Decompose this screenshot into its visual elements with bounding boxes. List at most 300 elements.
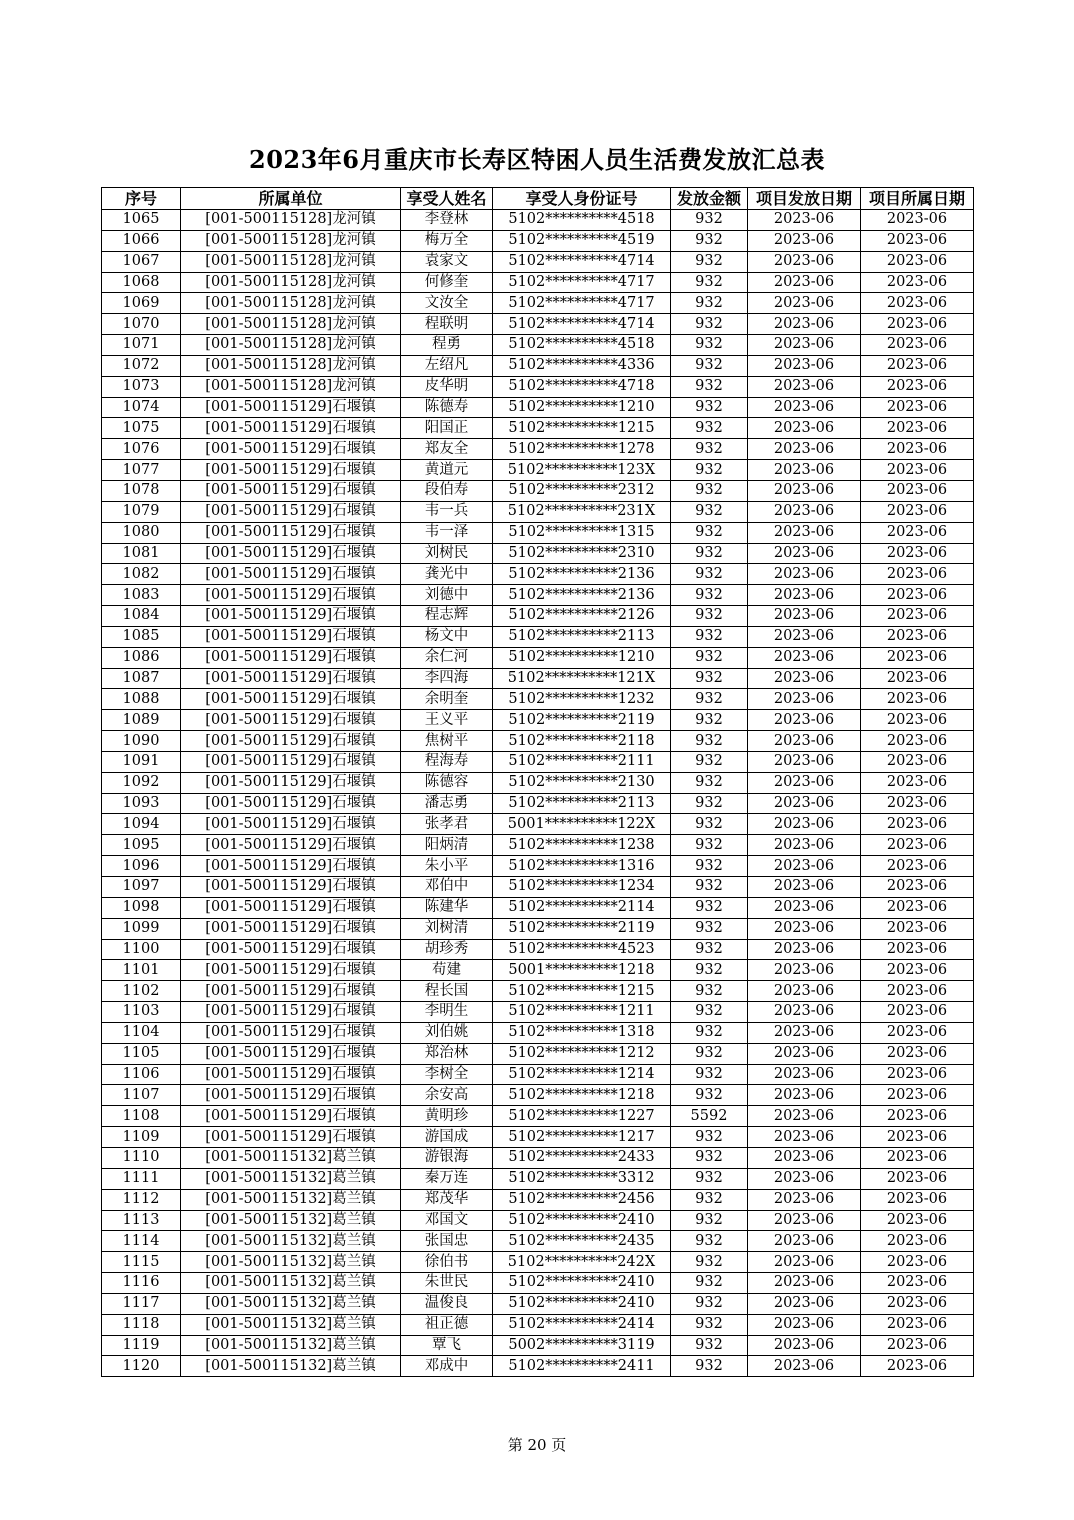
unit-cell: [001-500115132]葛兰镇 [181, 1189, 401, 1210]
name-cell: 朱小平 [401, 856, 493, 877]
table-row [102, 564, 974, 585]
index-cell: 1098 [102, 897, 181, 918]
id-number-cell: 5102**********1212 [493, 1043, 671, 1064]
issue-date-cell: 2023-06 [748, 1043, 861, 1064]
issue-date-cell: 2023-06 [748, 939, 861, 960]
amount-cell: 932 [671, 210, 748, 231]
issue-date-cell: 2023-06 [748, 1022, 861, 1043]
index-cell: 1117 [102, 1293, 181, 1314]
period-date-cell: 2023-06 [861, 355, 974, 376]
table-row [102, 439, 974, 460]
amount-cell: 932 [671, 1252, 748, 1273]
issue-date-cell: 2023-06 [748, 439, 861, 460]
period-date-cell: 2023-06 [861, 647, 974, 668]
index-cell: 1080 [102, 522, 181, 543]
issue-date-cell: 2023-06 [748, 960, 861, 981]
name-cell: 郑友全 [401, 439, 493, 460]
period-date-cell: 2023-06 [861, 1127, 974, 1148]
unit-cell: [001-500115129]石堰镇 [181, 981, 401, 1002]
unit-cell: [001-500115129]石堰镇 [181, 772, 401, 793]
issue-date-cell: 2023-06 [748, 918, 861, 939]
name-cell: 龚光中 [401, 564, 493, 585]
header-index: 序号 [102, 188, 181, 210]
page-number: 第 20 页 [507, 1436, 567, 1454]
period-date-cell: 2023-06 [861, 1210, 974, 1231]
period-date-cell: 2023-06 [861, 376, 974, 397]
period-date-cell: 2023-06 [861, 1064, 974, 1085]
amount-cell: 932 [671, 835, 748, 856]
table-row [102, 835, 974, 856]
unit-cell: [001-500115129]石堰镇 [181, 1002, 401, 1023]
issue-date-cell: 2023-06 [748, 293, 861, 314]
table-row [102, 585, 974, 606]
issue-date-cell: 2023-06 [748, 376, 861, 397]
page-title: 2023年6月重庆市长寿区特困人员生活费发放汇总表 [249, 145, 825, 174]
id-number-cell: 5102**********4519 [493, 230, 671, 251]
id-number-cell: 5102**********2414 [493, 1314, 671, 1335]
table-row [102, 1314, 974, 1335]
name-cell: 程联明 [401, 314, 493, 335]
name-cell: 段伯寿 [401, 480, 493, 501]
table-row [102, 1127, 974, 1148]
amount-cell: 932 [671, 335, 748, 356]
index-cell: 1088 [102, 689, 181, 710]
issue-date-cell: 2023-06 [748, 731, 861, 752]
name-cell: 刘德中 [401, 585, 493, 606]
name-cell: 陈建华 [401, 897, 493, 918]
amount-cell: 932 [671, 710, 748, 731]
id-number-cell: 5102**********2119 [493, 918, 671, 939]
issue-date-cell: 2023-06 [748, 1106, 861, 1127]
unit-cell: [001-500115129]石堰镇 [181, 856, 401, 877]
unit-cell: [001-500115132]葛兰镇 [181, 1356, 401, 1377]
amount-cell: 932 [671, 814, 748, 835]
index-cell: 1114 [102, 1231, 181, 1252]
name-cell: 韦一泽 [401, 522, 493, 543]
index-cell: 1105 [102, 1043, 181, 1064]
issue-date-cell: 2023-06 [748, 835, 861, 856]
amount-cell: 932 [671, 251, 748, 272]
issue-date-cell: 2023-06 [748, 230, 861, 251]
name-cell: 程长国 [401, 981, 493, 1002]
unit-cell: [001-500115129]石堰镇 [181, 877, 401, 898]
table-row [102, 772, 974, 793]
name-cell: 何修奎 [401, 272, 493, 293]
index-cell: 1092 [102, 772, 181, 793]
index-cell: 1101 [102, 960, 181, 981]
table-row [102, 397, 974, 418]
unit-cell: [001-500115129]石堰镇 [181, 439, 401, 460]
name-cell: 阳国正 [401, 418, 493, 439]
unit-cell: [001-500115132]葛兰镇 [181, 1147, 401, 1168]
period-date-cell: 2023-06 [861, 1022, 974, 1043]
period-date-cell: 2023-06 [861, 1356, 974, 1377]
issue-date-cell: 2023-06 [748, 585, 861, 606]
table-row [102, 897, 974, 918]
name-cell: 余安高 [401, 1085, 493, 1106]
amount-cell: 932 [671, 647, 748, 668]
index-cell: 1066 [102, 230, 181, 251]
unit-cell: [001-500115129]石堰镇 [181, 564, 401, 585]
name-cell: 梅万全 [401, 230, 493, 251]
unit-cell: [001-500115129]石堰镇 [181, 418, 401, 439]
name-cell: 覃飞 [401, 1335, 493, 1356]
amount-cell: 932 [671, 460, 748, 481]
table-row [102, 418, 974, 439]
amount-cell: 932 [671, 1189, 748, 1210]
table-row [102, 877, 974, 898]
id-number-cell: 5102**********4714 [493, 251, 671, 272]
index-cell: 1078 [102, 480, 181, 501]
index-cell: 1069 [102, 293, 181, 314]
table-row [102, 1043, 974, 1064]
table-header-row [102, 188, 974, 210]
table-row [102, 293, 974, 314]
amount-cell: 932 [671, 877, 748, 898]
period-date-cell: 2023-06 [861, 1002, 974, 1023]
unit-cell: [001-500115128]龙河镇 [181, 210, 401, 231]
name-cell: 秦万连 [401, 1168, 493, 1189]
period-date-cell: 2023-06 [861, 439, 974, 460]
amount-cell: 932 [671, 960, 748, 981]
id-number-cell: 5102**********1215 [493, 418, 671, 439]
index-cell: 1071 [102, 335, 181, 356]
index-cell: 1112 [102, 1189, 181, 1210]
amount-cell: 932 [671, 1335, 748, 1356]
id-number-cell: 5102**********4717 [493, 293, 671, 314]
unit-cell: [001-500115128]龙河镇 [181, 314, 401, 335]
unit-cell: [001-500115129]石堰镇 [181, 939, 401, 960]
issue-date-cell: 2023-06 [748, 897, 861, 918]
index-cell: 1082 [102, 564, 181, 585]
unit-cell: [001-500115129]石堰镇 [181, 1043, 401, 1064]
table-row [102, 460, 974, 481]
id-number-cell: 5102**********1238 [493, 835, 671, 856]
table-row [102, 981, 974, 1002]
amount-cell: 932 [671, 314, 748, 335]
header-issue-date: 项目发放日期 [748, 188, 861, 210]
index-cell: 1076 [102, 439, 181, 460]
period-date-cell: 2023-06 [861, 877, 974, 898]
index-cell: 1120 [102, 1356, 181, 1377]
amount-cell: 932 [671, 230, 748, 251]
table-row [102, 1273, 974, 1294]
issue-date-cell: 2023-06 [748, 1335, 861, 1356]
id-number-cell: 5102**********242X [493, 1252, 671, 1273]
name-cell: 刘伯姚 [401, 1022, 493, 1043]
issue-date-cell: 2023-06 [748, 793, 861, 814]
amount-cell: 932 [671, 856, 748, 877]
issue-date-cell: 2023-06 [748, 418, 861, 439]
table-row [102, 1335, 974, 1356]
unit-cell: [001-500115129]石堰镇 [181, 835, 401, 856]
period-date-cell: 2023-06 [861, 1293, 974, 1314]
index-cell: 1095 [102, 835, 181, 856]
period-date-cell: 2023-06 [861, 626, 974, 647]
issue-date-cell: 2023-06 [748, 251, 861, 272]
name-cell: 李四海 [401, 668, 493, 689]
amount-cell: 932 [671, 689, 748, 710]
id-number-cell: 5002**********3119 [493, 1335, 671, 1356]
index-cell: 1065 [102, 210, 181, 231]
unit-cell: [001-500115129]石堰镇 [181, 543, 401, 564]
name-cell: 韦一兵 [401, 501, 493, 522]
index-cell: 1073 [102, 376, 181, 397]
table-row [102, 960, 974, 981]
issue-date-cell: 2023-06 [748, 606, 861, 627]
amount-cell: 932 [671, 918, 748, 939]
issue-date-cell: 2023-06 [748, 335, 861, 356]
unit-cell: [001-500115129]石堰镇 [181, 1127, 401, 1148]
amount-cell: 932 [671, 501, 748, 522]
unit-cell: [001-500115132]葛兰镇 [181, 1314, 401, 1335]
unit-cell: [001-500115128]龙河镇 [181, 272, 401, 293]
index-cell: 1085 [102, 626, 181, 647]
id-number-cell: 5102**********1315 [493, 522, 671, 543]
amount-cell: 932 [671, 543, 748, 564]
name-cell: 袁家文 [401, 251, 493, 272]
id-number-cell: 5102**********2310 [493, 543, 671, 564]
name-cell: 焦树平 [401, 731, 493, 752]
period-date-cell: 2023-06 [861, 689, 974, 710]
amount-cell: 932 [671, 1273, 748, 1294]
unit-cell: [001-500115128]龙河镇 [181, 293, 401, 314]
period-date-cell: 2023-06 [861, 460, 974, 481]
unit-cell: [001-500115129]石堰镇 [181, 606, 401, 627]
amount-cell: 932 [671, 1085, 748, 1106]
unit-cell: [001-500115132]葛兰镇 [181, 1335, 401, 1356]
id-number-cell: 5001**********122X [493, 814, 671, 835]
name-cell: 黄明珍 [401, 1106, 493, 1127]
name-cell: 王义平 [401, 710, 493, 731]
table-row [102, 272, 974, 293]
period-date-cell: 2023-06 [861, 981, 974, 1002]
unit-cell: [001-500115129]石堰镇 [181, 1064, 401, 1085]
period-date-cell: 2023-06 [861, 1189, 974, 1210]
table-row [102, 501, 974, 522]
amount-cell: 932 [671, 981, 748, 1002]
unit-cell: [001-500115129]石堰镇 [181, 793, 401, 814]
amount-cell: 932 [671, 897, 748, 918]
amount-cell: 932 [671, 626, 748, 647]
id-number-cell: 5102**********4714 [493, 314, 671, 335]
id-number-cell: 5102**********1217 [493, 1127, 671, 1148]
name-cell: 邓成中 [401, 1356, 493, 1377]
index-cell: 1094 [102, 814, 181, 835]
index-cell: 1077 [102, 460, 181, 481]
amount-cell: 932 [671, 585, 748, 606]
period-date-cell: 2023-06 [861, 606, 974, 627]
index-cell: 1081 [102, 543, 181, 564]
name-cell: 祖正德 [401, 1314, 493, 1335]
id-number-cell: 5102**********2410 [493, 1273, 671, 1294]
period-date-cell: 2023-06 [861, 397, 974, 418]
table-row [102, 251, 974, 272]
unit-cell: [001-500115128]龙河镇 [181, 355, 401, 376]
table-row [102, 1168, 974, 1189]
issue-date-cell: 2023-06 [748, 1002, 861, 1023]
unit-cell: [001-500115132]葛兰镇 [181, 1231, 401, 1252]
issue-date-cell: 2023-06 [748, 543, 861, 564]
period-date-cell: 2023-06 [861, 585, 974, 606]
unit-cell: [001-500115129]石堰镇 [181, 501, 401, 522]
index-cell: 1087 [102, 668, 181, 689]
table-row [102, 1002, 974, 1023]
period-date-cell: 2023-06 [861, 522, 974, 543]
unit-cell: [001-500115129]石堰镇 [181, 689, 401, 710]
table-row [102, 1293, 974, 1314]
id-number-cell: 5102**********2410 [493, 1293, 671, 1314]
id-number-cell: 5102**********3312 [493, 1168, 671, 1189]
name-cell: 刘树清 [401, 918, 493, 939]
issue-date-cell: 2023-06 [748, 460, 861, 481]
id-number-cell: 5102**********4718 [493, 376, 671, 397]
id-number-cell: 5102**********4336 [493, 355, 671, 376]
id-number-cell: 5102**********1232 [493, 689, 671, 710]
amount-cell: 932 [671, 397, 748, 418]
name-cell: 朱世民 [401, 1273, 493, 1294]
issue-date-cell: 2023-06 [748, 1127, 861, 1148]
name-cell: 程海寿 [401, 751, 493, 772]
period-date-cell: 2023-06 [861, 668, 974, 689]
issue-date-cell: 2023-06 [748, 981, 861, 1002]
issue-date-cell: 2023-06 [748, 710, 861, 731]
issue-date-cell: 2023-06 [748, 1210, 861, 1231]
index-cell: 1099 [102, 918, 181, 939]
period-date-cell: 2023-06 [861, 501, 974, 522]
amount-cell: 932 [671, 751, 748, 772]
name-cell: 张国忠 [401, 1231, 493, 1252]
id-number-cell: 5102**********2113 [493, 626, 671, 647]
period-date-cell: 2023-06 [861, 272, 974, 293]
id-number-cell: 5102**********2312 [493, 480, 671, 501]
period-date-cell: 2023-06 [861, 543, 974, 564]
unit-cell: [001-500115128]龙河镇 [181, 251, 401, 272]
table-row [102, 606, 974, 627]
unit-cell: [001-500115128]龙河镇 [181, 230, 401, 251]
table-row [102, 647, 974, 668]
index-cell: 1119 [102, 1335, 181, 1356]
id-number-cell: 5102**********2456 [493, 1189, 671, 1210]
name-cell: 杨文中 [401, 626, 493, 647]
amount-cell: 932 [671, 1002, 748, 1023]
index-cell: 1097 [102, 877, 181, 898]
period-date-cell: 2023-06 [861, 418, 974, 439]
name-cell: 陈德寿 [401, 397, 493, 418]
table-row [102, 689, 974, 710]
issue-date-cell: 2023-06 [748, 210, 861, 231]
table-body [102, 210, 974, 1377]
name-cell: 阳炳清 [401, 835, 493, 856]
issue-date-cell: 2023-06 [748, 856, 861, 877]
amount-cell: 932 [671, 939, 748, 960]
id-number-cell: 5102**********4518 [493, 210, 671, 231]
name-cell: 余仁河 [401, 647, 493, 668]
amount-cell: 932 [671, 1293, 748, 1314]
header-id-number: 享受人身份证号 [493, 188, 671, 210]
unit-cell: [001-500115129]石堰镇 [181, 731, 401, 752]
index-cell: 1070 [102, 314, 181, 335]
amount-cell: 932 [671, 793, 748, 814]
index-cell: 1118 [102, 1314, 181, 1335]
issue-date-cell: 2023-06 [748, 1064, 861, 1085]
table-row [102, 335, 974, 356]
index-cell: 1100 [102, 939, 181, 960]
index-cell: 1083 [102, 585, 181, 606]
issue-date-cell: 2023-06 [748, 1085, 861, 1106]
period-date-cell: 2023-06 [861, 1273, 974, 1294]
period-date-cell: 2023-06 [861, 293, 974, 314]
period-date-cell: 2023-06 [861, 939, 974, 960]
index-cell: 1075 [102, 418, 181, 439]
table-row [102, 376, 974, 397]
table-row [102, 1356, 974, 1377]
table-row [102, 1106, 974, 1127]
table-row [102, 793, 974, 814]
period-date-cell: 2023-06 [861, 1314, 974, 1335]
unit-cell: [001-500115132]葛兰镇 [181, 1293, 401, 1314]
index-cell: 1091 [102, 751, 181, 772]
id-number-cell: 5102**********1227 [493, 1106, 671, 1127]
unit-cell: [001-500115129]石堰镇 [181, 751, 401, 772]
table-row [102, 1231, 974, 1252]
id-number-cell: 5102**********2411 [493, 1356, 671, 1377]
unit-cell: [001-500115129]石堰镇 [181, 397, 401, 418]
index-cell: 1115 [102, 1252, 181, 1273]
issue-date-cell: 2023-06 [748, 1231, 861, 1252]
name-cell: 黄道元 [401, 460, 493, 481]
table-row [102, 1147, 974, 1168]
name-cell: 游国成 [401, 1127, 493, 1148]
table-row [102, 1064, 974, 1085]
unit-cell: [001-500115129]石堰镇 [181, 1106, 401, 1127]
index-cell: 1111 [102, 1168, 181, 1189]
issue-date-cell: 2023-06 [748, 1293, 861, 1314]
index-cell: 1110 [102, 1147, 181, 1168]
name-cell: 徐伯书 [401, 1252, 493, 1273]
unit-cell: [001-500115129]石堰镇 [181, 585, 401, 606]
name-cell: 郑茂华 [401, 1189, 493, 1210]
issue-date-cell: 2023-06 [748, 355, 861, 376]
amount-cell: 932 [671, 418, 748, 439]
issue-date-cell: 2023-06 [748, 1252, 861, 1273]
id-number-cell: 5102**********2119 [493, 710, 671, 731]
id-number-cell: 5102**********1234 [493, 877, 671, 898]
amount-cell: 932 [671, 1064, 748, 1085]
unit-cell: [001-500115129]石堰镇 [181, 668, 401, 689]
period-date-cell: 2023-06 [861, 856, 974, 877]
amount-cell: 932 [671, 1147, 748, 1168]
id-number-cell: 5102**********2126 [493, 606, 671, 627]
name-cell: 李树全 [401, 1064, 493, 1085]
unit-cell: [001-500115129]石堰镇 [181, 626, 401, 647]
name-cell: 李明生 [401, 1002, 493, 1023]
period-date-cell: 2023-06 [861, 835, 974, 856]
amount-cell: 932 [671, 522, 748, 543]
amount-cell: 932 [671, 1022, 748, 1043]
period-date-cell: 2023-06 [861, 814, 974, 835]
id-number-cell: 5102**********1318 [493, 1022, 671, 1043]
id-number-cell: 5102**********1278 [493, 439, 671, 460]
name-cell: 胡珍秀 [401, 939, 493, 960]
table-row [102, 856, 974, 877]
name-cell: 邓伯中 [401, 877, 493, 898]
name-cell: 陈德容 [401, 772, 493, 793]
name-cell: 刘树民 [401, 543, 493, 564]
table-row [102, 543, 974, 564]
period-date-cell: 2023-06 [861, 1168, 974, 1189]
payment-table [101, 187, 974, 1377]
